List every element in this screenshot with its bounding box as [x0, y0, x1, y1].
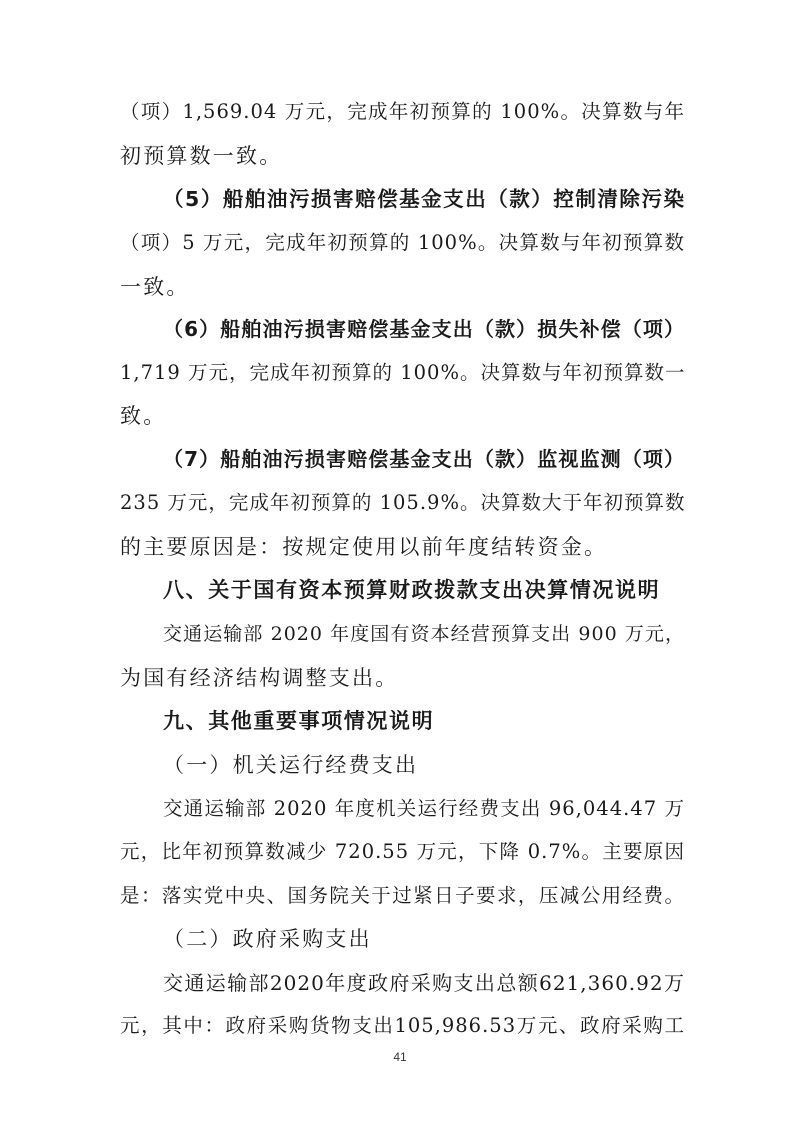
- body-text-line: 一致。: [120, 275, 190, 299]
- section-heading: （6）船舶油污损害赔偿基金支出（款）损失补偿（项）: [163, 317, 685, 341]
- body-text-line: 交通运输部 2020 年度机关运行经费支出 96,044.47 万: [163, 797, 685, 820]
- subsection-heading: （二）政府采购支出: [163, 927, 372, 951]
- body-text-line: 初预算数一致。: [120, 144, 283, 168]
- body-text-line: 为国有经济结构调整支出。: [120, 666, 399, 690]
- body-text-line: 元，比年初预算数减少 720.55 万元，下降 0.7%。主要原因: [120, 840, 685, 863]
- body-text-line: 是：落实党中央、国务院关于过紧日子要求，压减公用经费。: [120, 884, 685, 907]
- body-text-line: （项）1,569.04 万元，完成年初预算的 100%。决算数与年: [120, 100, 685, 123]
- body-text-line: （项）5 万元，完成年初预算的 100%。决算数与年初预算数: [120, 231, 685, 254]
- section-heading: （5）船舶油污损害赔偿基金支出（款）控制清除污染: [163, 187, 685, 211]
- body-text-line: 的主要原因是：按规定使用以前年度结转资金。: [120, 535, 608, 559]
- body-text-line: 交通运输部2020年度政府采购支出总额621,360.92万: [163, 971, 685, 995]
- body-text-line: 235 万元，完成年初预算的 105.9%。决算数大于年初预算数: [120, 491, 686, 514]
- section-heading: （7）船舶油污损害赔偿基金支出（款）监视监测（项）: [163, 447, 685, 471]
- subsection-heading: （一）机关运行经费支出: [163, 753, 419, 777]
- body-text-line: 致。: [120, 404, 167, 428]
- body-text-line: 交通运输部 2020 年度国有资本经营预算支出 900 万元，: [163, 623, 685, 645]
- section-heading: 八、关于国有资本预算财政拨款支出决算情况说明: [163, 578, 661, 602]
- body-text-line: 1,719 万元，完成年初预算的 100%。决算数与年初预算数一: [120, 361, 686, 384]
- page-number: 41: [393, 1050, 407, 1064]
- section-heading: 九、其他重要事项情况说明: [163, 709, 435, 733]
- body-text-line: 元，其中：政府采购货物支出105,986.53万元、政府采购工: [120, 1014, 685, 1037]
